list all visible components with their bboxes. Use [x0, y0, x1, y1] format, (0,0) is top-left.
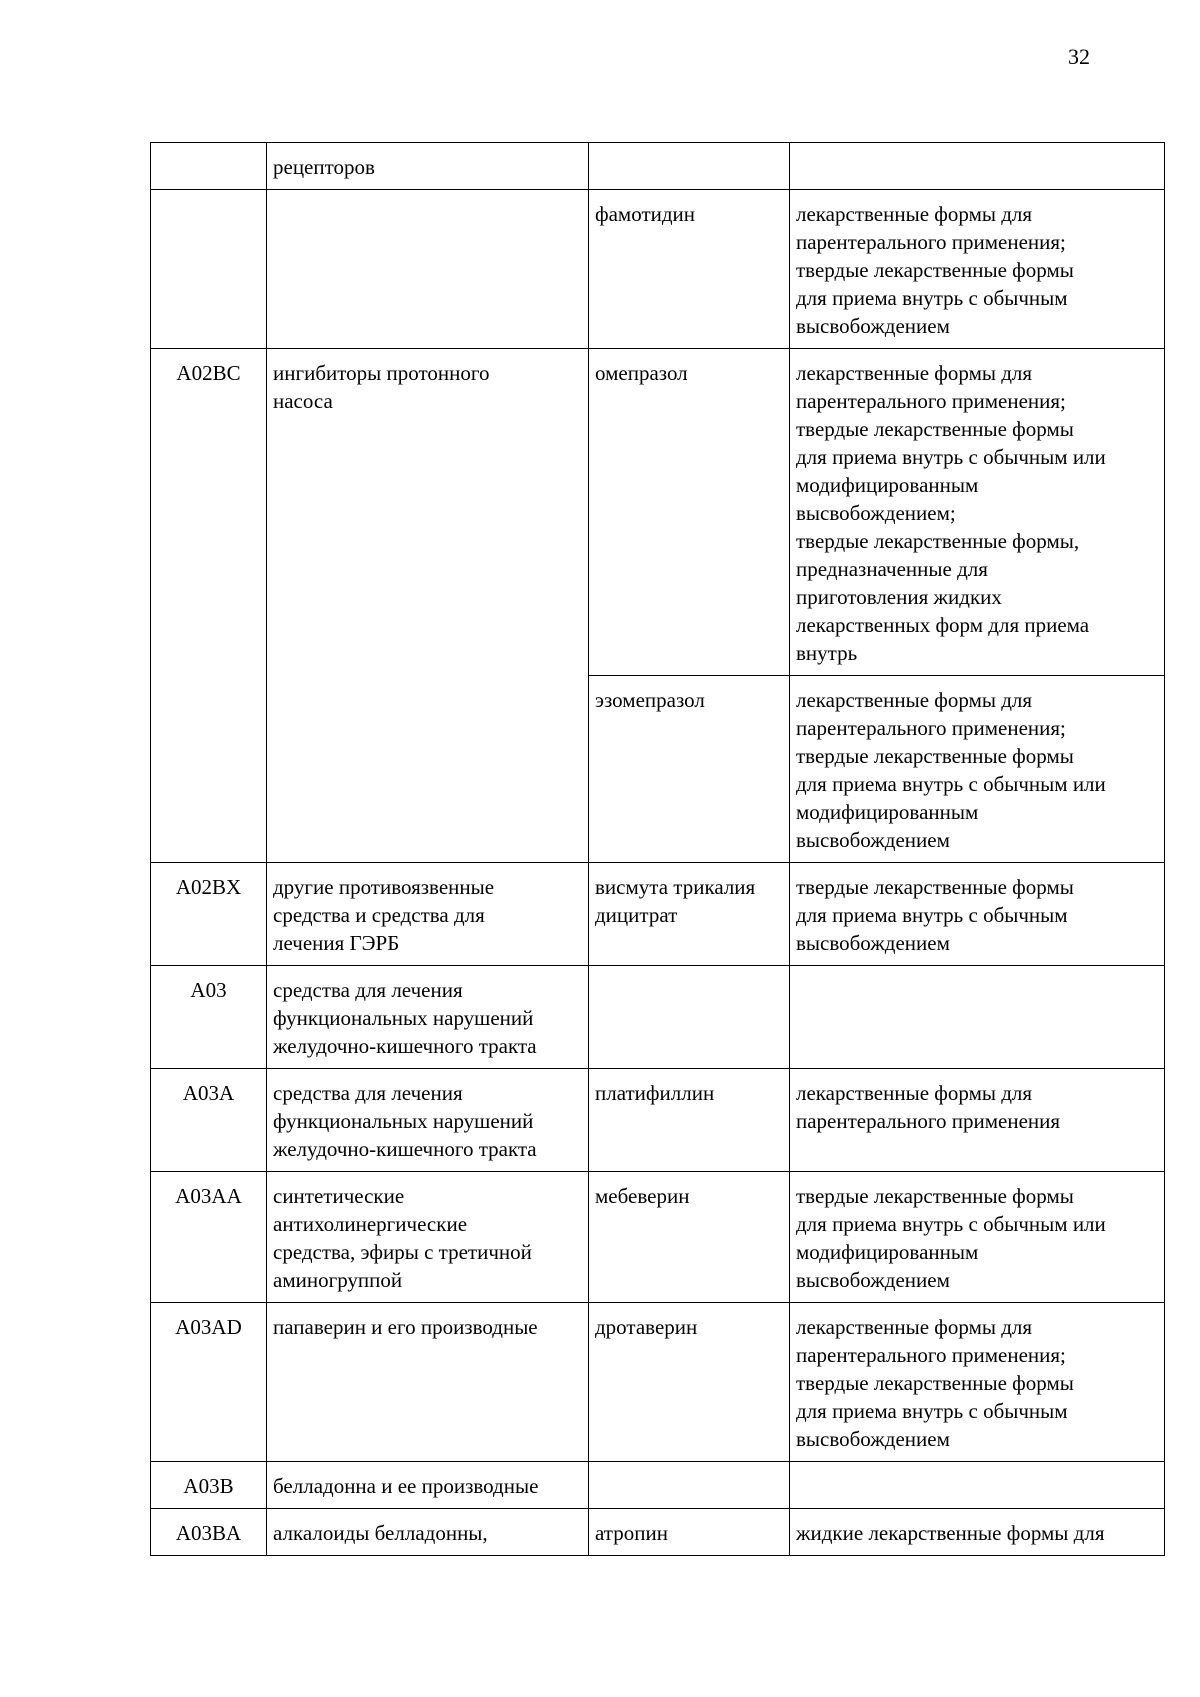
- drug-name-cell: висмута трикалия дицитрат: [589, 863, 790, 966]
- drug-name-cell: [589, 1462, 790, 1509]
- drug-name-cell: фамотидин: [589, 190, 790, 349]
- group-name-cell: средства для лечения функциональных нарушений желудочно-кишечного тракта: [267, 1069, 589, 1172]
- dosage-forms-cell: лекарственные формы для парентерального применения; твердые лекарственные формы для приема внутрь с обычным высвобождением: [790, 1303, 1165, 1462]
- table-row: [151, 190, 1165, 349]
- group-name-cell: рецепторов: [267, 143, 589, 190]
- group-name-cell: папаверин и его производные: [267, 1303, 589, 1462]
- table-row: [151, 966, 1165, 1069]
- group-name-cell: алкалоиды белладонны,: [267, 1509, 589, 1556]
- group-name-cell: средства для лечения функциональных нарушений желудочно-кишечного тракта: [267, 966, 589, 1069]
- group-name-cell: другие противоязвенные средства и средства для лечения ГЭРБ: [267, 863, 589, 966]
- table-row: [151, 349, 1165, 676]
- table-row: [151, 1303, 1165, 1462]
- dosage-forms-cell: лекарственные формы для парентерального применения; твердые лекарственные формы для приема внутрь с обычным или модифицированным высвобождением: [790, 676, 1165, 863]
- drug-name-cell: атропин: [589, 1509, 790, 1556]
- dosage-forms-cell: жидкие лекарственные формы для: [790, 1509, 1165, 1556]
- group-name-cell: синтетические антихолинергические средства, эфиры с третичной аминогруппой: [267, 1172, 589, 1303]
- dosage-forms-cell: лекарственные формы для парентерального применения: [790, 1069, 1165, 1172]
- dosage-forms-cell: твердые лекарственные формы для приема внутрь с обычным или модифицированным высвобождением: [790, 1172, 1165, 1303]
- atc-code-cell: A02BX: [151, 863, 267, 966]
- group-name-cell: белладонна и ее производные: [267, 1462, 589, 1509]
- atc-code-cell: A03AA: [151, 1172, 267, 1303]
- drug-name-cell: мебеверин: [589, 1172, 790, 1303]
- dosage-forms-cell: лекарственные формы для парентерального применения; твердые лекарственные формы для приема внутрь с обычным высвобождением: [790, 190, 1165, 349]
- table-row: [151, 1509, 1165, 1556]
- dosage-forms-cell: [790, 1462, 1165, 1509]
- atc-code-cell: [151, 143, 267, 190]
- drug-name-cell: дротаверин: [589, 1303, 790, 1462]
- drug-name-cell: [589, 143, 790, 190]
- page-number: 32: [1068, 44, 1090, 69]
- drug-name-cell: платифиллин: [589, 1069, 790, 1172]
- dosage-forms-cell: лекарственные формы для парентерального применения; твердые лекарственные формы для приема внутрь с обычным или модифицированным высвобождением; твердые лекарственные формы, предназначенные для приготовления жидких лекарственных форм для приема внутрь: [790, 349, 1165, 676]
- group-name-cell: ингибиторы протонного насоса: [267, 349, 589, 863]
- table-row: [151, 1462, 1165, 1509]
- table-row: [151, 1172, 1165, 1303]
- dosage-forms-cell: твердые лекарственные формы для приема внутрь с обычным высвобождением: [790, 863, 1165, 966]
- table-row: [151, 143, 1165, 190]
- dosage-forms-cell: [790, 143, 1165, 190]
- atc-code-cell: A02BC: [151, 349, 267, 863]
- table-row: [151, 863, 1165, 966]
- drug-name-cell: эзомепразол: [589, 676, 790, 863]
- group-name-cell: [267, 190, 589, 349]
- atc-code-cell: A03B: [151, 1462, 267, 1509]
- atc-code-cell: A03AD: [151, 1303, 267, 1462]
- drug-table: [150, 142, 1165, 1556]
- atc-code-cell: A03BA: [151, 1509, 267, 1556]
- drug-name-cell: [589, 966, 790, 1069]
- drug-name-cell: омепразол: [589, 349, 790, 676]
- atc-code-cell: A03A: [151, 1069, 267, 1172]
- dosage-forms-cell: [790, 966, 1165, 1069]
- table-row: [151, 1069, 1165, 1172]
- atc-code-cell: [151, 190, 267, 349]
- atc-code-cell: A03: [151, 966, 267, 1069]
